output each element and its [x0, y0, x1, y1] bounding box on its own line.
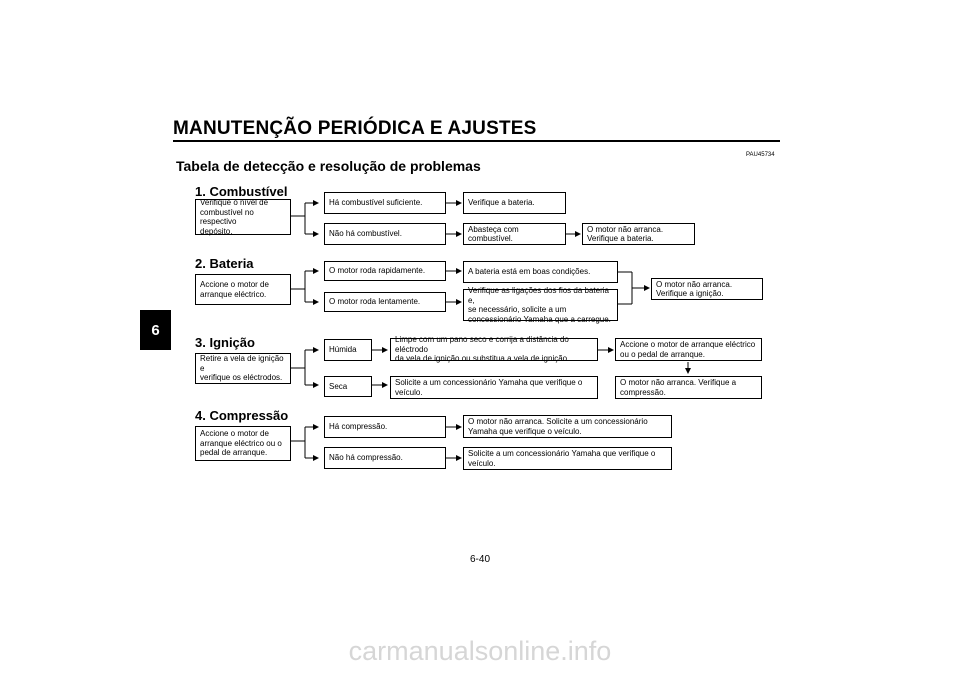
fuel-enough-box: Há combustível suficiente. [324, 192, 446, 214]
fuel-heading: 1. Combustível [195, 184, 288, 199]
ignition-dry-action-box: Solicite a um concessionário Yamaha que verifique o veículo. [390, 376, 598, 399]
compression-has-result-box: O motor não arranca. Solicite a um concessionário Yamaha que verifique o veículo. [463, 415, 672, 438]
ignition-check-box: Retire a vela de ignição e verifique os eléctrodos. [195, 353, 291, 384]
fuel-enough-action-box: Verifique a bateria. [463, 192, 566, 214]
ignition-final-box: O motor não arranca. Verifique a compressão. [615, 376, 762, 399]
battery-check-box: Accione o motor de arranque eléctrico. [195, 274, 291, 305]
battery-heading: 2. Bateria [195, 256, 254, 271]
ignition-wet-result-box: Accione o motor de arranque eléctrico ou o pedal de arranque. [615, 338, 762, 361]
fuel-none-result-box: O motor não arranca. Verifique a bateria. [582, 223, 695, 245]
ignition-dry-box: Seca [324, 376, 372, 397]
compression-none-box: Não há compressão. [324, 447, 446, 469]
section-title: Tabela de detecção e resolução de problemas [176, 158, 481, 174]
watermark: carmanualsonline.info [348, 636, 612, 666]
battery-slow-action-box: Verifique as ligações dos fios da bateria e, se necessário, solicite a um concessionário Yamaha que a carregue. [463, 289, 618, 321]
compression-heading: 4. Compressão [195, 408, 289, 423]
battery-fast-box: O motor roda rapidamente. [324, 261, 446, 281]
battery-final-box: O motor não arranca. Verifique a ignição. [651, 278, 763, 300]
battery-fast-result-box: A bateria está em boas condições. [463, 261, 618, 283]
page-number: 6-40 [469, 554, 490, 565]
chapter-tab: 6 [140, 310, 171, 350]
ignition-wet-action-box: Limpe com um pano seco e corrija a distância do eléctrodo da vela de ignição ou substitua a vela de ignição. [390, 338, 598, 361]
reference-code: PAU45734 [746, 152, 775, 158]
ignition-heading: 3. Ignição [195, 335, 255, 350]
battery-slow-box: O motor roda lentamente. [324, 292, 446, 312]
compression-check-box: Accione o motor de arranque eléctrico ou o pedal de arranque. [195, 426, 291, 461]
compression-none-result-box: Solicite a um concessionário Yamaha que verifique o veículo. [463, 447, 672, 470]
page-header-title: MANUTENÇÃO PERIÓDICA E AJUSTES [173, 118, 537, 139]
compression-has-box: Há compressão. [324, 416, 446, 438]
fuel-check-box: Verifique o nível de combustível no respectivo depósito. [195, 199, 291, 235]
ignition-wet-box: Húmida [324, 339, 372, 361]
fuel-none-box: Não há combustível. [324, 223, 446, 245]
fuel-none-action-box: Abasteça com combustível. [463, 223, 566, 245]
